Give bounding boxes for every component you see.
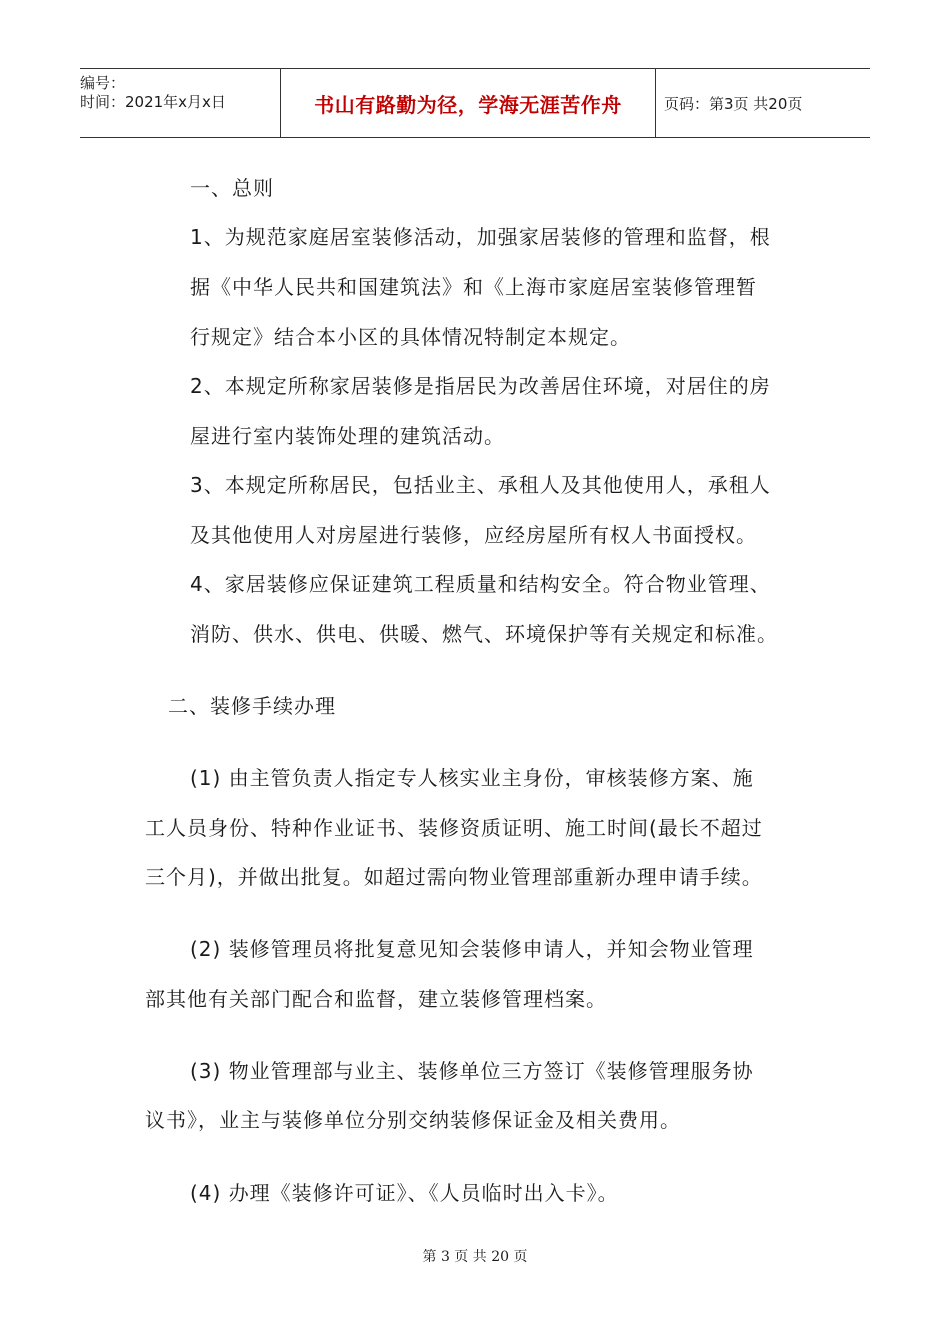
paragraph-line: 据《中华人民共和国建筑法》和《上海市家庭居室装修管理暂 <box>190 275 757 299</box>
paragraph-line: 1、为规范家庭居室装修活动，加强家居装修的管理和监督，根 <box>190 225 771 249</box>
page-header <box>80 68 870 138</box>
document-time-label: 时间：2021年x月x日 <box>80 93 226 111</box>
page-footer: 第 3 页 共 20 页 <box>422 1249 528 1265</box>
paragraph-line: (4) 办理《装修许可证》、《人员临时出入卡》。 <box>190 1181 619 1205</box>
section-heading-procedures: 二、装修手续办理 <box>168 694 336 718</box>
paragraph-line: 三个月)，并做出批复。如超过需向物业管理部重新办理申请手续。 <box>145 865 763 889</box>
document-number-label: 编号： <box>80 74 126 92</box>
header-meta <box>80 69 280 142</box>
paragraph-line: 屋进行室内装饰处理的建筑活动。 <box>190 424 505 448</box>
paragraph-line: (2) 装修管理员将批复意见知会装修申请人，并知会物业管理 <box>190 937 754 961</box>
section-heading-general: 一、总则 <box>190 176 274 200</box>
paragraph-line: 消防、供水、供电、供暖、燃气、环境保护等有关规定和标准。 <box>190 622 778 646</box>
paragraph-line: 2、本规定所称家居装修是指居民为改善居住环境，对居住的房 <box>190 374 771 398</box>
paragraph-line: (1) 由主管负责人指定专人核实业主身份，审核装修方案、施 <box>190 766 754 790</box>
header-motto-cell <box>280 69 656 137</box>
paragraph-line: 3、本规定所称居民，包括业主、承租人及其他使用人，承租人 <box>190 473 771 497</box>
header-motto: 书山有路勤为径，学海无涯苦作舟 <box>314 92 622 117</box>
paragraph-line: 议书》，业主与装修单位分别交纳装修保证金及相关费用。 <box>145 1108 681 1132</box>
paragraph-line: 4、家居装修应保证建筑工程质量和结构安全。符合物业管理、 <box>190 572 771 596</box>
paragraph-line: 行规定》结合本小区的具体情况特制定本规定。 <box>190 325 631 349</box>
paragraph-line: 工人员身份、特种作业证书、装修资质证明、施工时间(最长不超过 <box>145 816 763 840</box>
paragraph-line: 及其他使用人对房屋进行装修，应经房屋所有权人书面授权。 <box>190 523 757 547</box>
paragraph-line: 部其他有关部门配合和监督，建立装修管理档案。 <box>145 987 607 1011</box>
paragraph-line: (3) 物业管理部与业主、装修单位三方签订《装修管理服务协 <box>190 1059 754 1083</box>
header-page-info: 页码：第3页 共20页 <box>664 94 803 113</box>
